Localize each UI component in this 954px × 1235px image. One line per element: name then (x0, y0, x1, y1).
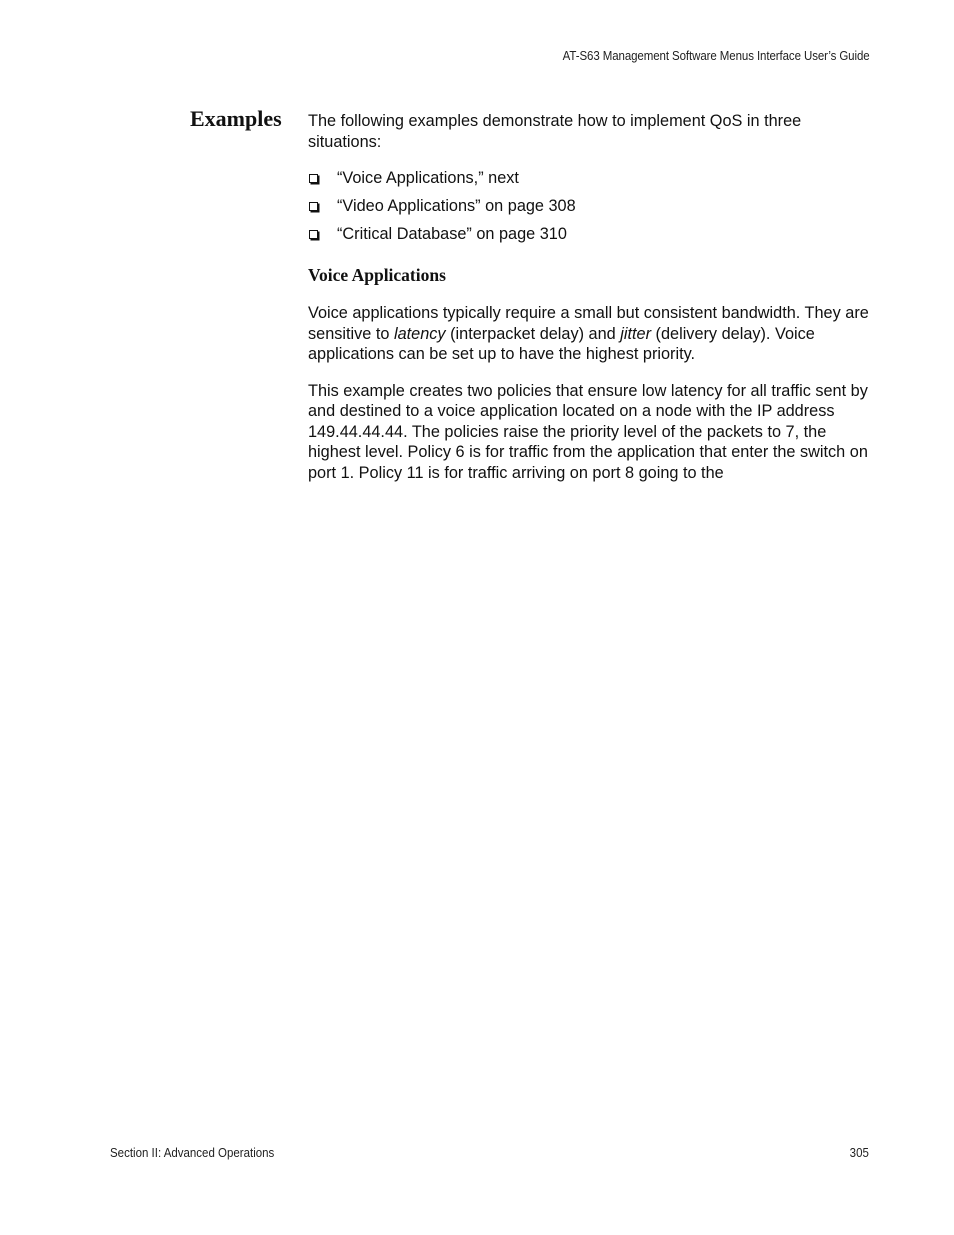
list-item-text: “Critical Database” on page 310 (337, 225, 567, 243)
body-column (308, 111, 870, 499)
checkbox-bullet-icon (309, 202, 318, 211)
page-number: 305 (849, 1146, 869, 1160)
text-run: (interpacket delay) and (445, 324, 621, 343)
section-heading: Examples (190, 106, 282, 131)
list-item (308, 164, 870, 192)
list-item (308, 220, 870, 248)
example-list (308, 164, 870, 248)
list-item-text: “Video Applications” on page 308 (337, 197, 576, 215)
list-item (308, 192, 870, 220)
running-header: AT-S63 Management Software Menus Interface User’s Guide (563, 49, 870, 63)
text-run: Voice applications typically require a small but consistent bandwidth. They are sensitive to (308, 304, 869, 343)
text-run: (delivery delay). Voice applications can be set up to have the highest priority. (308, 324, 815, 363)
intro-paragraph: The following examples demonstrate how to implement QoS in three situations: (308, 112, 802, 151)
list-item-text: “Voice Applications,” next (337, 169, 519, 187)
checkbox-bullet-icon (309, 174, 318, 183)
voice-paragraph-2: This example creates two policies that ensure low latency for all traffic sent by and destined to a voice application located on a node with the IP address 149.44.44.44. The policies raise the priority level of the packets to 7, the highest level. Policy 6 is for traffic from the application that enter the switch on port 1. Policy 11 is for traffic arriving on port 8 going to the (308, 381, 868, 482)
latency-term: latency (393, 324, 446, 343)
jitter-term: jitter (620, 324, 652, 343)
footer-section-label: Section II: Advanced Operations (110, 1146, 275, 1160)
voice-paragraph-1 (308, 303, 870, 365)
voice-applications-heading: Voice Applications (308, 265, 446, 285)
checkbox-bullet-icon (309, 230, 318, 239)
